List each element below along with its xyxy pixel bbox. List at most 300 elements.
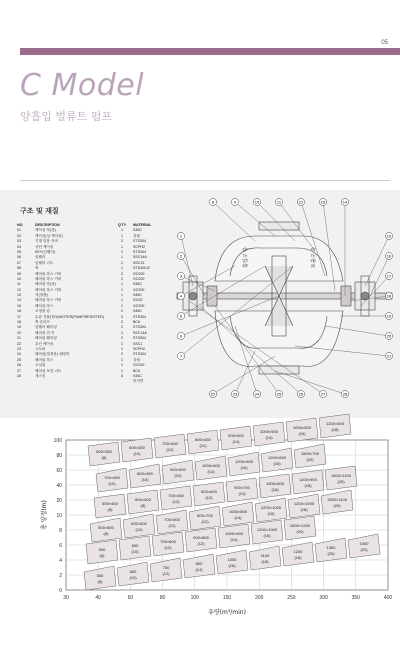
part-no: 19 (17, 325, 21, 330)
region-sublabel: (14) (230, 537, 238, 542)
region-label: 600×350 (129, 445, 145, 450)
part-qty: 5 (121, 373, 123, 378)
part-no: 09 (17, 271, 21, 276)
x-tick-label: 300 (319, 595, 328, 601)
callout-number: 18 (386, 293, 392, 299)
part-material: SCPH2 (133, 346, 145, 351)
region-label: 700 (162, 565, 170, 570)
chart-region (292, 470, 324, 494)
callout-number: 21 (386, 353, 392, 359)
callout-number: 12 (298, 199, 304, 205)
part-qty: 1 (121, 249, 123, 254)
part-description: 기계 밀봉 커버 (35, 239, 58, 244)
region-label: 1200×600 (235, 459, 253, 464)
region-sublabel: (14) (232, 439, 240, 444)
part-no: 13 (17, 293, 21, 298)
region-sublabel: (12) (201, 519, 209, 524)
part-qty: 1 (121, 266, 123, 271)
region-sublabel: (10) (141, 477, 149, 482)
region-label: 800 (195, 561, 203, 566)
region-label: 700×500 (164, 517, 180, 522)
part-no: 02 (17, 233, 21, 238)
callout-number: 25 (276, 391, 282, 397)
region-label: 1100 (260, 553, 270, 558)
callout-number: 19 (386, 313, 392, 319)
part-qty: 1 (121, 357, 123, 362)
region-label: 1500×700 (301, 451, 319, 456)
region-label: 1350×1100 (327, 497, 347, 502)
region-label: 900×500 (228, 433, 244, 438)
region-label: 1500 (359, 541, 369, 546)
region-sublabel: (12) (168, 523, 176, 528)
svg-text:토출구 측: 토출구 측 (311, 247, 317, 268)
x-tick-label: 100 (190, 595, 199, 601)
part-material: S45C (133, 282, 142, 287)
region-sublabel: (12) (172, 499, 180, 504)
region-sublabel: (10) (133, 451, 141, 456)
part-no: 03 (17, 239, 21, 244)
callout-number: 28 (342, 391, 348, 397)
part-material: MATERIAL (133, 223, 152, 227)
part-material: STS304 (133, 352, 146, 357)
part-no: 07 (17, 260, 21, 265)
part-description: 조정볼 링 (35, 309, 50, 314)
part-qty: 1 (121, 228, 123, 233)
region-label: 900×500 (170, 467, 186, 472)
callout-number: 15 (386, 233, 392, 239)
region-label: 1000×800 (266, 481, 284, 486)
part-no: 06 (17, 255, 21, 260)
chart-region (121, 438, 153, 462)
part-qty: 2 (121, 325, 123, 330)
part-qty: 2 (121, 352, 123, 357)
part-material: GC20 (133, 298, 143, 303)
region-sublabel: (12) (197, 541, 205, 546)
region-sublabel: (18) (300, 507, 308, 512)
callout-number: 7 (179, 353, 183, 359)
part-qty: 2 (121, 320, 123, 325)
region-label: 1200×1000 (256, 527, 278, 532)
callout-leader (257, 202, 295, 241)
region-sublabel: (14) (234, 515, 242, 520)
region-sublabel: (10) (108, 481, 116, 486)
part-description: 베어링 하스 커버 (35, 287, 62, 292)
part-description: 베어링 하스 (35, 303, 54, 308)
x-tick-label: 60 (127, 595, 134, 601)
part-qty: 2 (121, 260, 123, 265)
chart-region (88, 442, 120, 466)
part-description: 오일링 (35, 363, 46, 368)
part-qty: Q'TY (117, 223, 127, 227)
chart-region (187, 430, 219, 454)
region-label: 1500×1200 (289, 523, 311, 528)
region-label: 1000×500 (293, 425, 311, 430)
region-label: 1200×600 (326, 421, 344, 426)
part-qty: 1 (121, 368, 123, 373)
part-qty (111, 379, 133, 384)
part-qty: 3 (121, 314, 123, 319)
chart-region (218, 524, 250, 548)
part-no: 01 (17, 228, 21, 233)
region-label: 1000×900 (225, 531, 243, 536)
part-description: 베어링 하스 커버 (35, 276, 62, 281)
part-no: 08 (17, 266, 21, 271)
chart-region (226, 478, 258, 502)
region-sublabel: (12) (162, 571, 170, 576)
region-label: 1500×1100 (331, 473, 351, 478)
callout-number: 26 (298, 391, 304, 397)
page-number: 05 (381, 40, 388, 46)
chart-region (152, 532, 184, 556)
part-material: STS304 (133, 336, 146, 341)
part-description: 케이싱(상 케이싱) (35, 233, 63, 238)
chart-region (127, 490, 159, 514)
chart-region (119, 536, 151, 560)
region-sublabel: (10) (129, 575, 137, 580)
callout-leader (235, 202, 275, 236)
part-qty: 1 (121, 330, 123, 335)
callout-number: 8 (211, 199, 215, 205)
region-sublabel: (18) (261, 559, 269, 564)
part-no: 17 (17, 314, 21, 319)
callout-leader (213, 202, 255, 241)
region-sublabel: (16) (263, 533, 271, 538)
part-description: 케이싱 하(상) (35, 228, 56, 233)
region-sublabel: (8) (107, 507, 113, 512)
chart-region (160, 486, 192, 510)
region-sublabel: (18) (294, 555, 302, 560)
part-no: 04 (17, 244, 21, 249)
part-no: 20 (17, 330, 21, 335)
part-no: 10 (17, 276, 21, 281)
region-label: 1200×650 (268, 455, 286, 460)
region-sublabel: (8) (97, 579, 103, 584)
chart-region (251, 520, 283, 544)
y-tick-label: 6 (59, 543, 62, 549)
region-sublabel: (20) (337, 479, 345, 484)
x-tick-label: 200 (255, 595, 264, 601)
callout-number: 9 (233, 199, 237, 205)
chart-region (220, 426, 252, 450)
y-tick-label: 40 (56, 483, 62, 489)
part-qty: 1 (121, 298, 123, 303)
chart-region (325, 466, 357, 490)
part-description: 임펠러 너트 (35, 260, 54, 265)
part-qty: 1 (121, 233, 123, 238)
part-material: S45C (133, 228, 142, 233)
part-no: 24 (17, 352, 21, 357)
x-tick-label: 400 (383, 595, 393, 601)
x-tick-label: 40 (95, 595, 101, 601)
part-material: GC200 (133, 287, 145, 292)
part-qty: 2 (121, 239, 123, 244)
part-no: 16 (17, 309, 21, 314)
callout-leader (365, 236, 389, 286)
callout-number: 13 (320, 199, 326, 205)
y-tick-label: 4 (59, 558, 62, 564)
part-description: 수류 커플(T/O)/MOTER(PUMP/RESISTER) (35, 314, 104, 319)
part-description: 베어링 하(상) (35, 282, 56, 287)
region-label: 500×500 (98, 525, 114, 530)
part-qty: 1 (121, 255, 123, 260)
y-tick-label: 100 (53, 438, 62, 444)
region-label: 1350 (326, 545, 336, 550)
region-sublabel: (12) (166, 447, 174, 452)
part-description: 베어링 웨어링 (35, 336, 57, 341)
region-label: 700×450 (104, 475, 120, 480)
callout-number: 2 (179, 253, 183, 259)
part-description: 베어링(밀봉용) 패킹팅 (35, 352, 70, 357)
performance-chart (0, 421, 400, 650)
y-tick-label: 20 (56, 498, 62, 504)
region-sublabel: (20) (306, 457, 314, 462)
callout-number: 6 (179, 333, 183, 339)
part-description: 스토퍼 (35, 346, 46, 351)
parts-title: 구조 및 재질 (20, 207, 59, 215)
part-description: 베어링 하스 (35, 357, 54, 362)
parts-table (17, 223, 173, 385)
region-sublabel: (10) (131, 549, 139, 554)
part-qty: 1 (121, 287, 123, 292)
page-subtitle: 양흡입 벌류트 펌프 (20, 110, 113, 123)
part-no: NO. (17, 223, 24, 227)
part-material: BC6 (133, 368, 140, 373)
part-qty: 1 (121, 363, 123, 368)
region-label: 800×700 (197, 513, 213, 518)
part-material: SSC14A (133, 255, 147, 260)
part-material: GC200 (133, 271, 145, 276)
part-description: 임펠러 웨어링 (35, 325, 57, 330)
part-qty: 1 (121, 244, 123, 249)
region-sublabel: (8) (101, 455, 107, 460)
region-label: 500×450 (102, 501, 118, 506)
region-label: 1000×500 (260, 429, 278, 434)
y-tick-label: 60 (56, 468, 62, 474)
part-no: 28 (17, 373, 21, 378)
part-qty: 1 (121, 282, 123, 287)
part-material: GC200 (133, 363, 145, 368)
part-qty: 1 (121, 293, 123, 298)
chart-region (94, 494, 126, 518)
region-sublabel: (20) (327, 551, 335, 556)
part-material: STS304 (133, 325, 146, 330)
part-no (17, 379, 35, 384)
callout-number: 20 (386, 333, 392, 339)
part-qty: 1 (121, 346, 123, 351)
part-material: S45C (133, 309, 142, 314)
region-sublabel: (16) (267, 511, 275, 516)
region-sublabel: (14) (238, 491, 246, 496)
part-material: 비석면 (133, 379, 144, 384)
region-sublabel: (14) (265, 435, 273, 440)
chart-region (284, 516, 316, 540)
page-title: C Model (20, 68, 145, 103)
part-description: 호인 케이싱 (35, 341, 54, 346)
part-qty: 1 (121, 303, 123, 308)
part-no: 11 (17, 282, 21, 287)
region-label: 500 (96, 573, 104, 578)
callout-number: 10 (254, 199, 260, 205)
region-label: 800×450 (137, 471, 153, 476)
part-description: 베어링 포밍 너트 (35, 368, 62, 373)
region-label: 500×350 (96, 449, 112, 454)
x-axis-label: 유량(m³/min) (208, 609, 246, 616)
part-description: 상단 케이싱 (35, 244, 54, 249)
region-sublabel: (20) (333, 503, 341, 508)
region-label: 600×500 (131, 521, 147, 526)
region-label: 700×450 (168, 493, 184, 498)
part-no: 27 (17, 368, 21, 373)
region-sublabel: (10) (135, 527, 143, 532)
y-tick-label: 0 (59, 588, 62, 594)
part-description: 베어링 하스 커버 (35, 298, 62, 303)
chart-region (154, 434, 186, 458)
callout-number: 1 (179, 233, 183, 239)
region-sublabel: (16) (228, 563, 236, 568)
header-bar (20, 48, 400, 55)
y-tick-label: 80 (56, 453, 62, 459)
callout-number: 11 (276, 199, 282, 205)
part-material: BC6 (133, 320, 140, 325)
region-sublabel: (14) (195, 567, 203, 572)
callout-number: 5 (179, 313, 183, 319)
part-material: STS304 (133, 239, 146, 244)
part-description: KEY(임펠러) (35, 249, 55, 254)
region-label: 1200×1000 (293, 501, 315, 506)
region-sublabel: (10) (174, 473, 182, 478)
section-divider (20, 180, 390, 181)
region-label: 1100×900 (299, 477, 317, 482)
y-axis-label: 총 양정(m) (41, 500, 48, 530)
callout-number: 24 (254, 391, 260, 397)
y-tick-label: 10 (56, 513, 62, 519)
pump-cross-section-drawing (175, 196, 395, 406)
region-sublabel: (16) (271, 487, 279, 492)
part-material: GC200 (133, 276, 145, 281)
region-label: 900×700 (234, 485, 250, 490)
region-sublabel: (20) (360, 547, 368, 552)
region-sublabel: (20) (296, 529, 304, 534)
part-no: 26 (17, 363, 21, 368)
chart-region (286, 418, 318, 442)
part-no: 23 (17, 346, 21, 351)
part-no: 15 (17, 303, 21, 308)
region-label: 800×600 (201, 489, 217, 494)
part-no: 18 (17, 320, 21, 325)
region-sublabel: (12) (205, 495, 213, 500)
svg-text:흡입구 측: 흡입구 측 (243, 247, 249, 268)
part-qty: 2 (121, 271, 123, 276)
region-label: 1200 (293, 549, 303, 554)
x-tick-label: 30 (63, 595, 69, 601)
region-label: 600 (131, 543, 139, 548)
region-label: 1000×800 (229, 509, 247, 514)
region-label: 800×450 (195, 437, 211, 442)
region-label: 600 (129, 569, 137, 574)
callout-number: 4 (179, 293, 183, 299)
callout-number: 14 (342, 199, 348, 205)
callout-number: 16 (386, 253, 392, 259)
region-sublabel: (12) (164, 545, 172, 550)
part-material: STS304 (133, 249, 146, 254)
part-material: SSC1 (133, 341, 143, 346)
part-description: 베어링 하스 커버 (35, 271, 62, 276)
part-no: 21 (17, 336, 21, 341)
region-sublabel: (12) (199, 443, 207, 448)
part-description: 베어링 전 커 (35, 330, 55, 335)
region-label: 1200×1000 (260, 505, 282, 510)
region-label: 1000 (227, 557, 237, 562)
part-material: S45C (133, 293, 142, 298)
x-tick-label: 150 (222, 595, 232, 601)
part-description: DESCRIPTION (35, 223, 60, 227)
part-qty: 2 (121, 276, 123, 281)
part-qty: 2 (121, 336, 123, 341)
region-sublabel: (14) (207, 469, 215, 474)
region-sublabel: (16) (273, 461, 281, 466)
part-material: GC200 (133, 303, 145, 308)
region-label: 500 (98, 547, 106, 552)
region-sublabel: (8) (99, 553, 105, 558)
part-description: 커(결합) (35, 293, 48, 298)
part-material: SSC14A (133, 330, 147, 335)
chart-region (259, 474, 291, 498)
part-material: 강철 (133, 233, 140, 238)
part-material: SCPH2 (133, 244, 145, 249)
region-sublabel: (16) (240, 465, 248, 470)
part-material: STS420J2 (133, 266, 150, 271)
chart-region (319, 414, 351, 438)
part-material: S45C (133, 373, 142, 378)
part-no: 12 (17, 287, 21, 292)
part-no: 25 (17, 357, 21, 362)
callout-number: 27 (320, 391, 326, 397)
part-material: SSC13 (133, 260, 145, 265)
region-sublabel: (18) (304, 483, 312, 488)
part-material: 강철 (133, 357, 140, 362)
x-tick-label: 250 (287, 595, 296, 601)
y-tick-label: 2 (59, 573, 62, 579)
part-no: 22 (17, 341, 21, 346)
part-no: 14 (17, 298, 21, 303)
region-label: 900×800 (193, 535, 209, 540)
part-description: 임펠러 (35, 255, 46, 260)
part-description: 개스킷 (35, 373, 46, 378)
part-qty: 2 (121, 309, 123, 314)
part-description: 축 (35, 266, 39, 271)
y-tick-label: 8 (59, 528, 62, 534)
callout-number: 22 (210, 391, 216, 397)
region-sublabel: (18) (331, 427, 339, 432)
region-label: 600×400 (135, 497, 151, 502)
part-no: 05 (17, 249, 21, 254)
region-sublabel: (8) (103, 531, 109, 536)
part-material: STS304 (133, 314, 146, 319)
part-description (35, 379, 111, 384)
x-tick-label: 350 (351, 595, 360, 601)
region-sublabel: (16) (298, 431, 306, 436)
part-qty: 1 (121, 341, 123, 346)
part-description: 축 슬리브 (35, 320, 50, 325)
region-label: 700×600 (160, 539, 176, 544)
chart-region (86, 540, 118, 564)
region-label: 700×400 (162, 441, 178, 446)
callout-number: 3 (179, 273, 183, 279)
region-sublabel: (8) (140, 503, 146, 508)
region-label: 1000×600 (202, 463, 220, 468)
x-tick-label: 80 (159, 595, 166, 601)
callout-number: 17 (386, 273, 392, 279)
